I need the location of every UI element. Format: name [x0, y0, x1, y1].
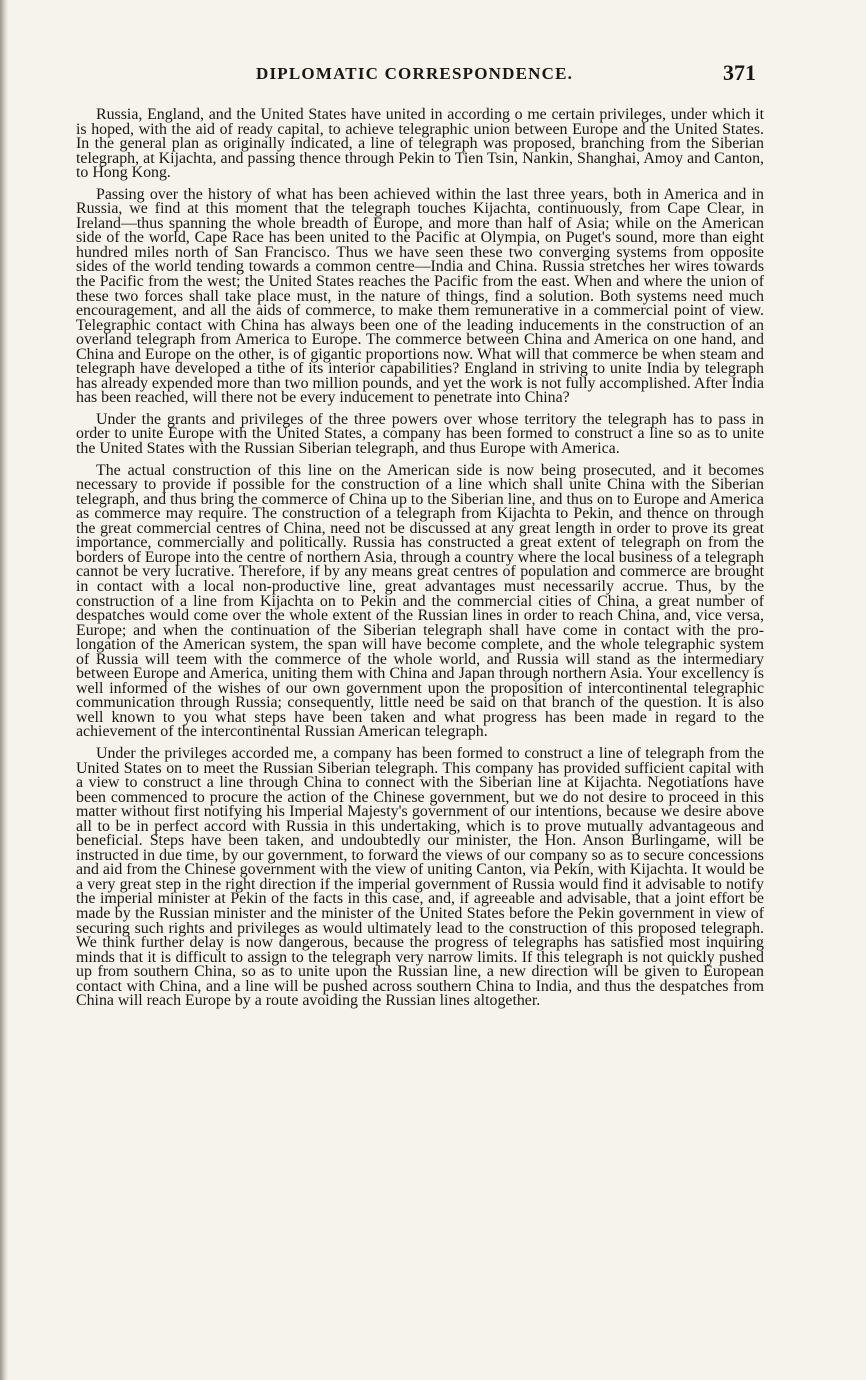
paragraph: Passing over the history of what has been achieved within the last three years, both in America and in Russia, we find at this moment that the telegraph touches Kijachta, continuously, from Cape Clear, in Ireland—thus spanning the whole breadth of Europe, and more than half of Asia; while on the American side of the world, Cape Race has been united to the Pacific at Olympia, on Puget's sound, more than eight hundred miles north of San Francisco. Thus we have seen these two converging systems from opposite sides of the world tending towards a common centre—India and China. Russia stretches her wires towards the Pacific from the west; the United States reaches the Pacific from the east. When and where the union of these two forces shall take place must, in the nature of things, find a solution. Both systems need much encouragement, and all the aids of commerce, to make them remunerative in a commercial point of view. Telegraphic contact with China has always been one of the leading inducements in the construction of an overland telegraph from America to Europe. The commerce between China and America on one hand, and China and Europe on the other, is of gigantic proportions now. What will that commerce be when steam and telegraph have developed a tithe of its interior capabilities? England in striving to unite India by telegraph has already expended more than two million pounds, and yet the work is not fully accomplished. After India has been reached, will there not be every inducement to penetrate into China? [76, 185, 764, 407]
paragraph: Russia, England, and the United States have united in according o me certain privileges, under which it is hoped, with the aid of ready capital, to achieve telegraphic union between Europe and the United States. In the general plan as originally indicated, a line of telegraph was proposed, branching from the Siberian telegraph, at Kijachta, and passing thence through Pekin to Tien Tsin, Nankin, Shanghai, Amoy and Canton, to Hong Kong. [76, 106, 764, 182]
paragraph: Under the privileges accorded me, a company has been formed to construct a line of telegraph from the United States on to meet the Russian Siberian telegraph. This company has provided sufficient capital with a view to construct a line through China to connect with the Siberian line at Kijachta. Negotiations have been commenced to procure the action of the Chinese government, but we do not desire to proceed in this matter without first notifying his Imperial Majesty's government of our intentions, because we desire above all to be in perfect accord with Russia in this undertaking, which is to prove mutually advantageous and beneficial. Steps have been taken, and undoubtedly our minister, the Hon. Anson Burlingame, will be instructed in due time, by our government, to forward the views of our company so as to secure concessions and aid from the Chinese government with the view of uniting Canton, via Pekin, with Kijachta. It would be a very great step in the right direction if the imperial government of Russia would find it advisable to notify the imperial minister at Pekin of the facts in this case, and, if agreeable and advisable, that a joint effort be made by the Russian minister and the minister of the United States before the Pekin government in view of securing such rights and privileges as would ultimately lead to the construction of this proposed telegraph. We think further delay is now dangerous, because the progress of telegraphs has satisfied most inquiring minds that it is difficult to assign to the telegraph very narrow limits. If this telegraph is not quickly pushed up from southern China, so as to unite upon the Russian line, a new direction will be given to European contact with China, and a line will be pushed across southern China to India, and thus the despatches from China will reach Europe by a route avoiding the Russian lines altogether. [76, 744, 765, 1010]
running-head: DIPLOMATIC CORRESPONDENCE. [256, 64, 574, 83]
paragraph: Under the grants and privileges of the three powers over whose territory the telegraph has to pass in order to unite Europe with the United States, a company has been formed to construct a line so as to unite the United States with the Russian Siberian telegraph, and thus Europe with America. [76, 410, 764, 458]
page-number: 371 [723, 60, 756, 85]
page-binding-edge [0, 0, 8, 1380]
paragraph: The actual construction of this line on the American side is now being prosecuted, and it becomes necessary to provide if possible for the construction of a line which shall unite China with the Siberian telegraph, and thus bring the commerce of China up to the Siberian line, and thus on to Europe and America as commerce may require. The construction of a telegraph from Kijachta to Pekin, and thence on through the great commercial centres of China, need not be discussed at any great length in order to prove its great importance, commercially and politically. Russia has constructed a great extent of telegraph on from the borders of Europe into the centre of northern Asia, through a country where the local business of a telegraph cannot be very lucrative. Therefore, if by any means great centres of population and commerce are brought in contact with a local non-productive line, great advantages must necessarily accrue. Thus, by the construction of a line from Kijachta on to Pekin and the commercial cities of China, a great number of despatches would come over the whole extent of the Russian lines in order to reach China, and, vice versa, Europe; and when the continuation of the Siberian telegraph shall have come in contact with the prolongation of the American system, the span will have become complete, and the whole telegraphic system of Russia will teem with the commerce of the whole world, and Russia will stand as the intermediary between Europe and America, uniting them with China and Japan through northern Asia. Your excellency is well informed of the wishes of our own government upon the proposition of intercontinental telegraphic communication through Russia; consequently, little need be said on that branch of the question. It is also well known to you what steps have been taken and what progress has been made in regard to the achievement of the intercontinental Russian American telegraph. [76, 461, 764, 741]
body-text [76, 108, 764, 1009]
page-header [76, 60, 764, 90]
